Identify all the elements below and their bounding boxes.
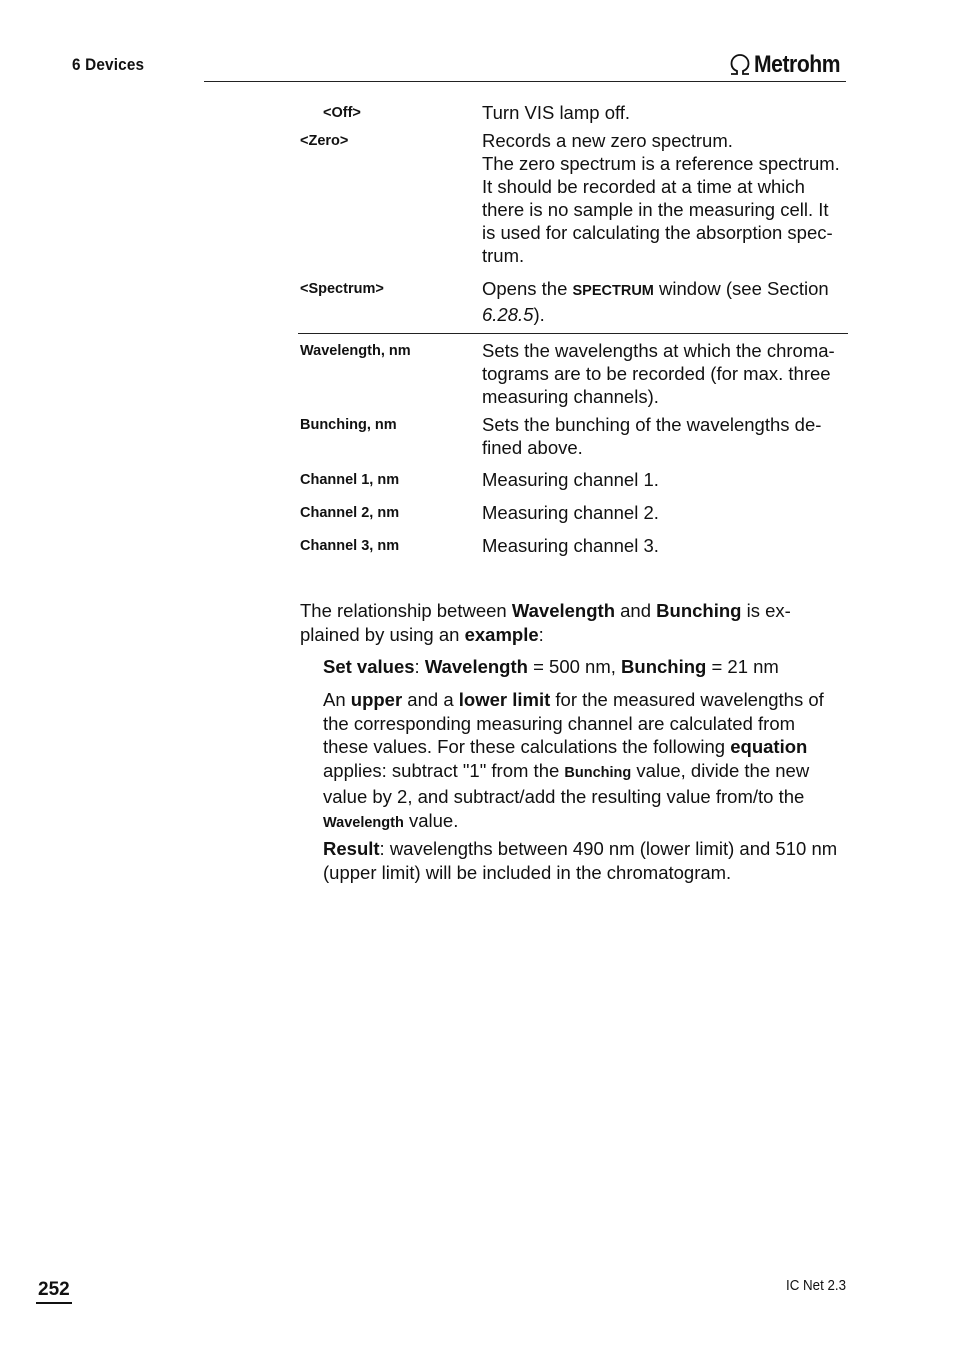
desc-off: Turn VIS lamp off.	[482, 102, 631, 123]
result-paragraph: Result: wavelengths between 490 nm (lower limit) and 510 nm (upper limit) will be included in the chromatogram.	[323, 838, 838, 883]
page-number: 252	[38, 1279, 70, 1300]
desc-line: fined above.	[482, 437, 583, 458]
desc-wavelength	[482, 339, 852, 408]
brand-name: Metrohm	[754, 51, 841, 78]
page-number-underline	[36, 1302, 72, 1304]
footer-product-name: IC Net 2.3	[786, 1278, 847, 1294]
term-off: <Off>	[323, 105, 361, 121]
desc-line: It should be recorded at a time at which	[482, 176, 805, 197]
term-zero: <Zero>	[300, 133, 349, 149]
term-spectrum: <Spectrum>	[300, 281, 384, 297]
explanation-paragraph: The relationship between Wavelength and Bunching is ex- plained by using an example:	[300, 600, 791, 645]
desc-channel-3: Measuring channel 3.	[482, 535, 659, 556]
desc-channel-1: Measuring channel 1.	[482, 469, 659, 490]
section-reference: 6.28.5	[482, 304, 534, 325]
term-wavelength: Wavelength, nm	[300, 343, 411, 359]
desc-line: The zero spectrum is a reference spectrum.	[482, 153, 840, 174]
desc-line: Sets the bunching of the wavelengths de-	[482, 414, 822, 435]
spectrum-window-name: SPECTRUM	[572, 283, 654, 299]
desc-spectrum	[482, 277, 852, 326]
desc-line: Sets the wavelengths at which the chroma-	[482, 340, 835, 361]
desc-line: measuring channels).	[482, 386, 659, 407]
chapter-heading: 6 Devices	[72, 55, 145, 74]
table-divider	[298, 333, 848, 334]
desc-bunching	[482, 413, 852, 459]
term-channel-1: Channel 1, nm	[300, 472, 400, 488]
desc-line: trum.	[482, 245, 525, 266]
calculation-paragraph: An upper and a lower limit for the measured wavelengths of the corresponding measuring channel are calculated from these values. For these calculations the following equation applies: subtract "1" from the Bunching value, divide the new value by 2, and subtract/add the resulting value from/to the Wavelength value.	[323, 689, 824, 831]
metrohm-logo	[727, 50, 852, 80]
term-channel-3: Channel 3, nm	[300, 538, 400, 554]
header-rule	[204, 81, 846, 82]
desc-line: Records a new zero spectrum.	[482, 130, 733, 151]
term-channel-2: Channel 2, nm	[300, 505, 400, 521]
desc-text: window (see Section	[653, 278, 829, 299]
desc-text: ).	[533, 304, 545, 325]
desc-line: there is no sample in the measuring cell. It	[482, 199, 829, 220]
desc-zero	[482, 129, 852, 267]
set-values-line: Set values: Wavelength = 500 nm, Bunching = 21 nm	[323, 656, 779, 677]
desc-text: Opens the	[482, 278, 573, 299]
omega-logo-icon	[727, 52, 753, 78]
desc-line: is used for calculating the absorption spec-	[482, 222, 833, 243]
desc-channel-2: Measuring channel 2.	[482, 502, 659, 523]
desc-line: tograms are to be recorded (for max. three	[482, 363, 831, 384]
term-bunching: Bunching, nm	[300, 417, 397, 433]
